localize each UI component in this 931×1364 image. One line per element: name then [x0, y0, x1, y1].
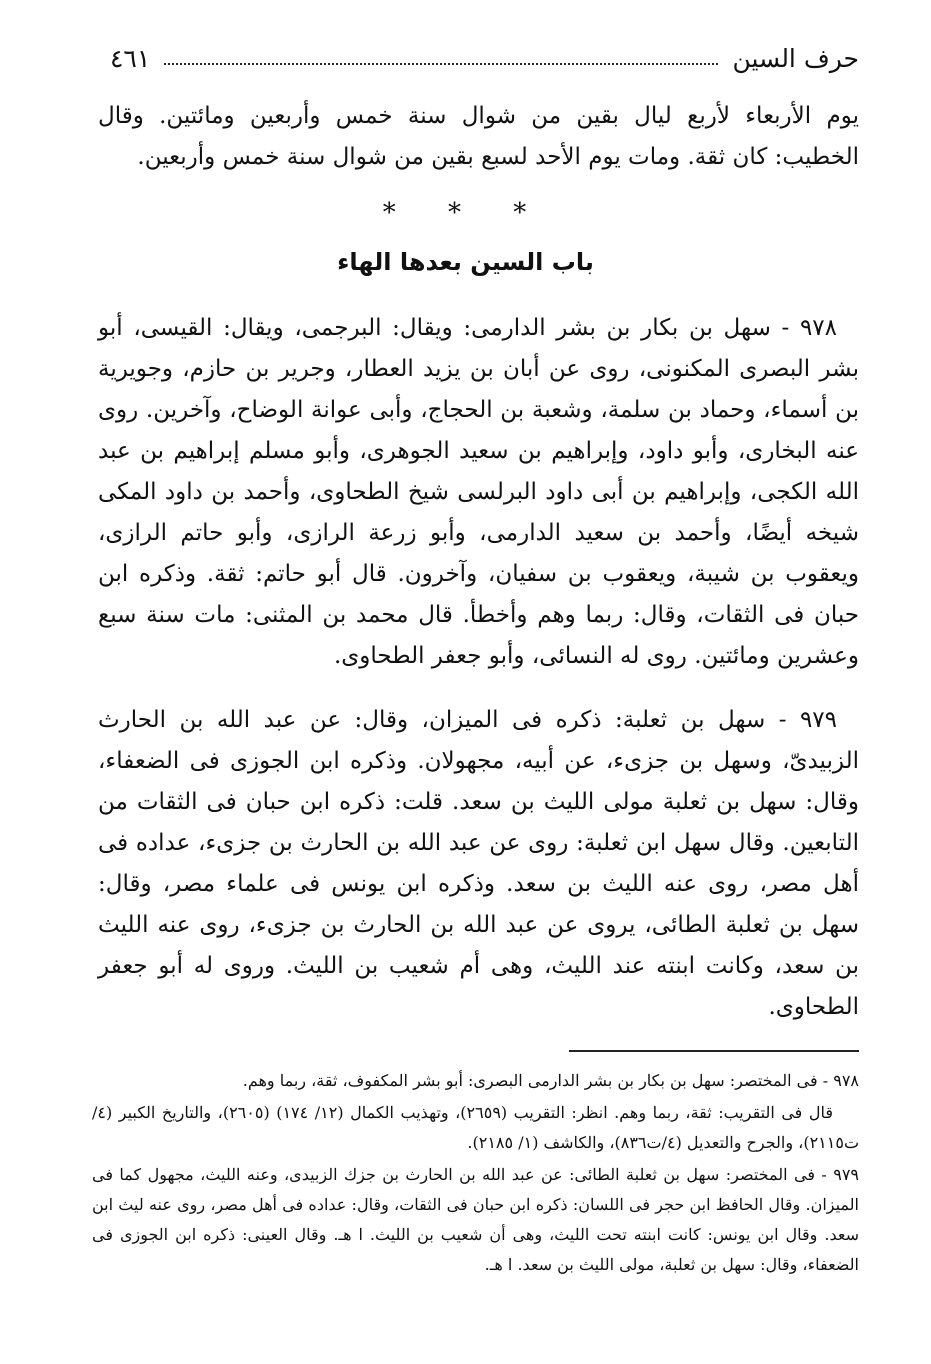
footnote-978: ٩٧٨ - فى المختصر: سهل بن بكار بن بشر الدارمى البصرى: أبو بشر المكفوف، ثقة، ربما وهم.	[242, 1071, 859, 1090]
footnote-978-continued: قال فى التقريب: ثقة، ربما وهم. انظر: التقريب (٢٦٥٩)، وتهذيب الكمال (١٢/ ١٧٤) (٢٦٠٥)، والتاريخ الكبير (٤/ت٢١١٥)، والجرح والتعديل (٤/ت٨٣٦)، والكاشف (١/ ٢١٨٥).	[92, 1103, 859, 1152]
section-separator: * * *	[382, 198, 549, 228]
entry-text: ٩٧٨ - سهل بن بكار بن بشر الدارمى: ويقال: البرجمى، ويقال: القيسى، أبو بشر البصرى المكنونى، روى عن أبان بن يزيد العطار، وجرير بن حازم، وجويرية بن أسماء، وحماد بن سلمة، وشعبة بن الحجاج، وأبى عوانة الوضاح، وآخرين. روى عنه البخارى، وأبو داود، وإبراهيم بن سعيد الجوهرى، وأبو مسلم إبراهيم بن عبد الله الكجى، وإبراهيم بن أبى داود البرلسى شيخ الطحاوى، وأحمد بن داود المكى شيخه أيضًا، وأحمد بن سعيد الدارمى، وأبو زرعة الرازى، وأبو حاتم الرازى، ويعقوب بن شيبة، ويعقوب بن سفيان، وآخرون. قال أبو حاتم: ثقة. وذكره ابن حبان فى الثقات، وقال: ربما وهم وأخطأ. قال محمد بن المثنى: مات سنة سبع وعشرين ومائتين. روى له النسائى، وأبو جعفر الطحاوى.	[98, 315, 859, 669]
footnotes	[92, 1066, 859, 1282]
footnote-979: ٩٧٩ - فى المختصر: سهل بن ثعلبة الطائى: عن عبد الله بن الحارث بن جزك الزبيدى، وعنه الليث، مجهول كما فى الميزان. وقال الحافظ ابن حجر فى اللسان: ذكره ابن حبان فى الثقات، وقال: عداده فى أهل مصر، روى عنه ليث ابن سعد. وقال ابن يونس: كانت ابنته تحت الليث، وهى أن شعيب بن الليث. ا هـ. وقال العينى: ذكره ابن الجوزى فى الضعفاء، وقال: سهل بن ثعلبة، مولى الليث بن سعد. ا هـ.	[92, 1165, 859, 1274]
header-dotted-leader	[164, 63, 718, 65]
page-number: ٤٦١	[110, 43, 151, 73]
entry-979	[98, 700, 859, 1028]
entry-text: ٩٧٩ - سهل بن ثعلبة: ذكره فى الميزان، وقال: عن عبد الله بن الحارث الزبيدىّ، وسهل بن جزىء، عن أبيه، مجهولان. وذكره ابن الجوزى فى الضعفاء، وقال: سهل بن ثعلبة مولى الليث بن سعد. قلت: ذكره ابن حبان فى الثقات من التابعين. وقال سهل ابن ثعلبة: روى عن عبد الله بن الحارث بن جزىء، عداده فى أهل مصر، روى عنه الليث بن سعد. وذكره ابن يونس فى علماء مصر، وقال: سهل بن ثعلبة الطائى، يروى عن عبد الله بن الحارث بن جزىء، روى عنه الليث بن سعد، وكانت ابنته عند الليث، وهى أم شعيب بن الليث. وروى له أبو جعفر الطحاوى.	[98, 707, 859, 1020]
running-header	[110, 38, 859, 78]
continued-paragraph: يوم الأربعاء لأربع ليال بقين من شوال سنة خمس وأربعين ومائتين. وقال الخطيب: كان ثقة. ومات يوم الأحد لسبع بقين من شوال سنة خمس وأربعين.	[98, 103, 859, 170]
chapter-title: حرف السين	[732, 43, 859, 73]
entry-978	[98, 308, 859, 677]
footnote-divider	[569, 1050, 859, 1052]
section-heading: باب السين بعدها الهاء	[337, 248, 594, 276]
